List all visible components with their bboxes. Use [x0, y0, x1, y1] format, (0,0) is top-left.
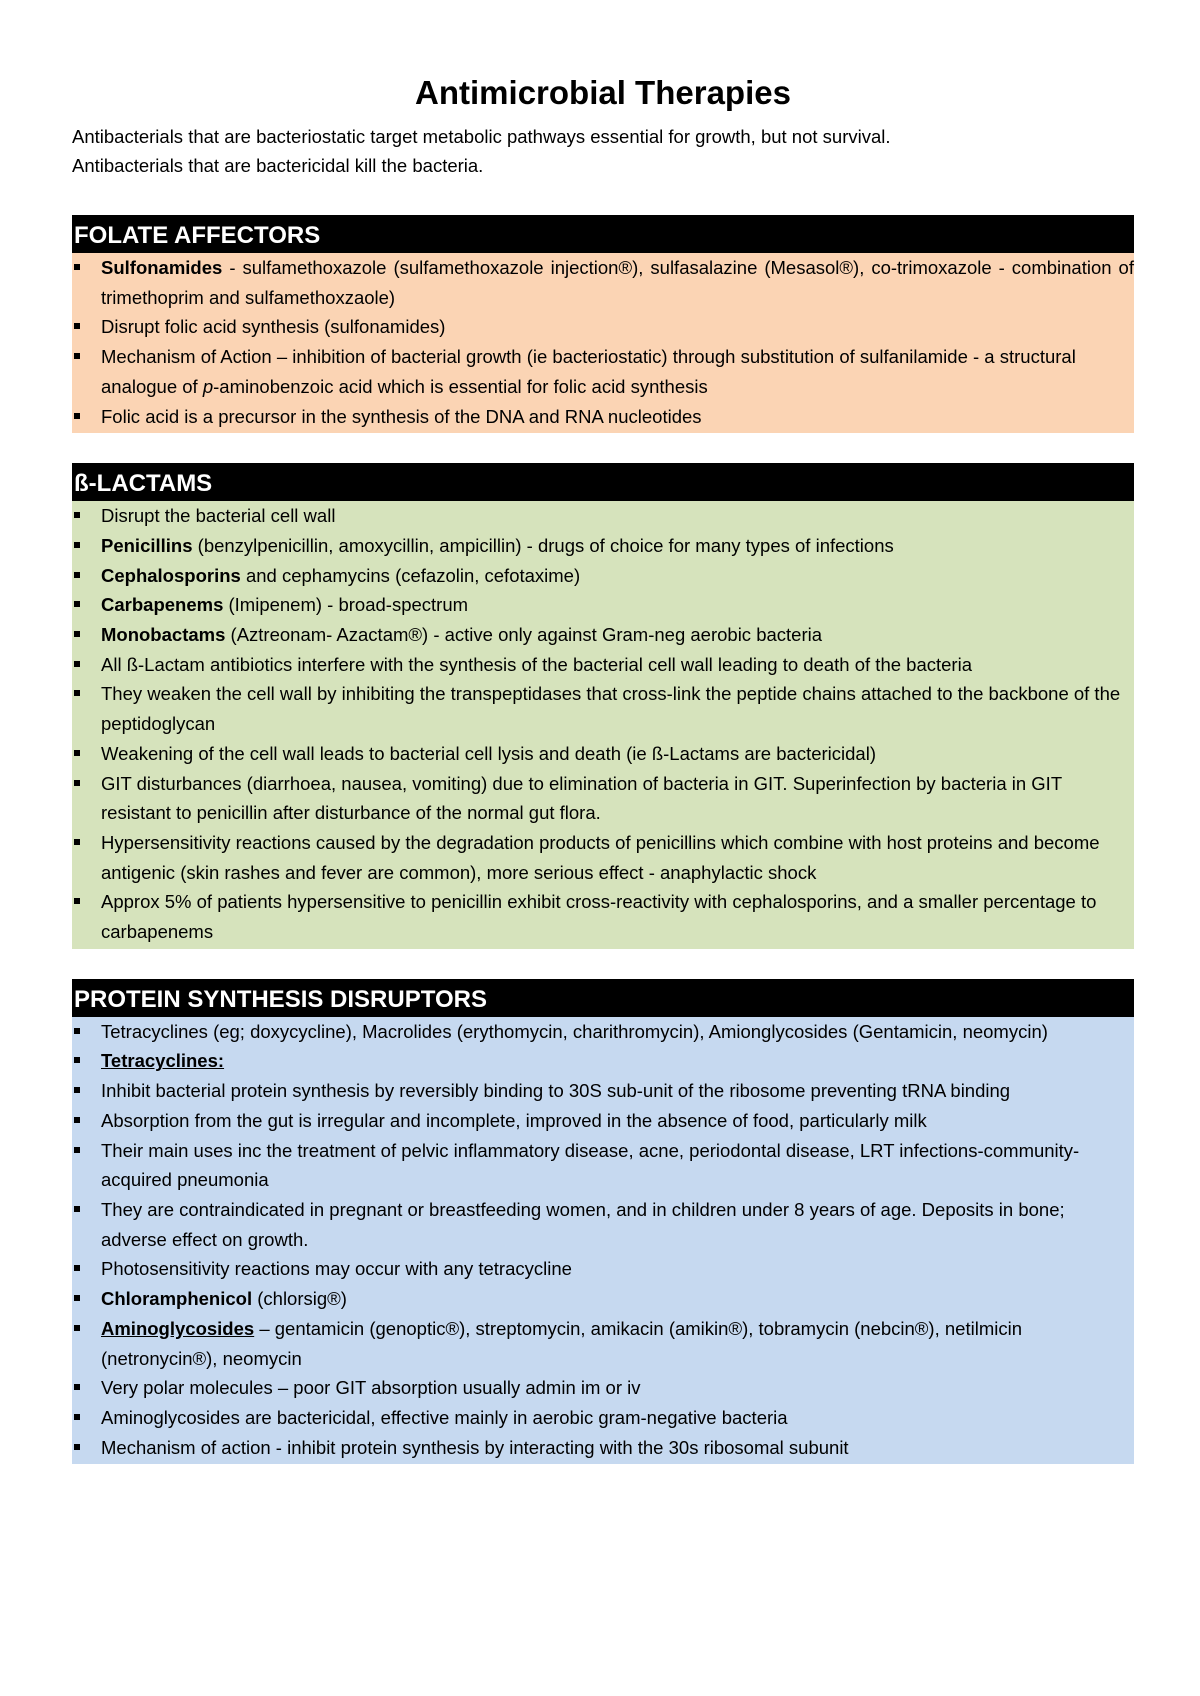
item-text: They weaken the cell wall by inhibiting the transpeptidases that cross-link the peptide chains attached to the backbone of the peptidoglycan [101, 683, 1121, 735]
item-text: Photosensitivity reactions may occur with any tetracycline [101, 1258, 572, 1280]
list-item [101, 769, 1134, 828]
item-text: Tetracyclines (eg; doxycycline), Macrolides (erythomycin, charithromycin), Amionglycosides (Gentamicin, neomycin) [101, 1020, 1048, 1042]
document-page [72, 74, 1134, 1464]
list-item [101, 402, 1134, 432]
item-underlined-term: Aminoglycosides [101, 1317, 255, 1339]
lactams-list [72, 501, 1134, 947]
item-text: They are contraindicated in pregnant or breastfeeding women, and in children under 8 years of age. Deposits in bone; adverse effect on growth. [101, 1198, 1065, 1250]
list-item [101, 1106, 1134, 1136]
item-text: Weakening of the cell wall leads to bacterial cell lysis and death (ie ß-Lactams are bactericidal) [101, 742, 876, 764]
list-item [101, 253, 1134, 312]
item-text: GIT disturbances (diarrhoea, nausea, vomiting) due to elimination of bacteria in GIT. Superinfection by bacteria in GIT resistant to penicillin after disturbance of the normal gut flora. [101, 772, 1062, 824]
list-item [101, 650, 1134, 680]
intro-line-2: Antibacterials that are bactericidal kill the bacteria. [72, 155, 484, 176]
item-bold-term: Carbapenems [101, 594, 224, 616]
section-header-folate: FOLATE AFFECTORS [72, 215, 1134, 253]
list-item [101, 1136, 1134, 1195]
item-text: Hypersensitivity reactions caused by the degradation products of penicillins which combine with host proteins and become antigenic (skin rashes and fever are common), more serious effect - anaphylactic shock [101, 831, 1100, 883]
list-item [101, 1403, 1134, 1433]
section-folate-affectors [72, 215, 1134, 433]
folate-list [72, 253, 1134, 431]
item-text: (Aztreonam- Azactam®) - active only against Gram-neg aerobic bacteria [225, 624, 823, 646]
item-text: Aminoglycosides are bactericidal, effective mainly in aerobic gram-negative bacteria [101, 1406, 788, 1428]
item-text: (chlorsig®) [252, 1288, 347, 1310]
item-bold-term: Chloramphenicol [101, 1288, 253, 1310]
list-item [101, 1195, 1134, 1254]
item-bold-term: Penicillins [101, 534, 193, 556]
list-item [101, 1433, 1134, 1463]
list-item [101, 312, 1134, 342]
list-item [101, 1284, 1134, 1314]
item-text: Very polar molecules – poor GIT absorption usually admin im or iv [101, 1377, 641, 1399]
list-item [101, 590, 1134, 620]
list-item [101, 501, 1134, 531]
list-item [101, 342, 1134, 401]
item-text: and cephamycins (cefazolin, cefotaxime) [240, 564, 581, 586]
section-b-lactams [72, 463, 1134, 949]
section-protein-synthesis-disruptors [72, 979, 1134, 1465]
protein-list [72, 1017, 1134, 1463]
item-text: Mechanism of action - inhibit protein synthesis by interacting with the 30s ribosomal subunit [101, 1436, 849, 1458]
list-item [101, 1254, 1134, 1284]
item-text: Inhibit bacterial protein synthesis by reversibly binding to 30S sub-unit of the ribosome preventing tRNA binding [101, 1080, 1011, 1102]
item-bold-term: Cephalosporins [101, 564, 241, 586]
item-text: Disrupt folic acid synthesis (sulfonamides) [101, 316, 446, 338]
item-text: -aminobenzoic acid which is essential for folic acid synthesis [213, 375, 708, 397]
item-bold-term: Sulfonamides [101, 257, 223, 278]
list-item [101, 620, 1134, 650]
list-item [101, 531, 1134, 561]
section-header-lactams: ß-LACTAMS [72, 463, 1134, 501]
item-text: (Imipenem) - broad-spectrum [223, 594, 469, 616]
list-item [101, 739, 1134, 769]
list-item [101, 561, 1134, 591]
document-title: Antimicrobial Therapies [415, 74, 791, 111]
item-text: Absorption from the gut is irregular and incomplete, improved in the absence of food, particularly milk [101, 1109, 927, 1131]
item-text: All ß-Lactam antibiotics interfere with the synthesis of the bacterial cell wall leading to death of the bacteria [101, 653, 972, 675]
item-text: Mechanism of Action – inhibition of bacterial growth (ie bacteriostatic) through substitution of sulfanilamide - a structural analogue of [101, 346, 1076, 397]
list-item [101, 679, 1134, 738]
item-bold-term: Monobactams [101, 624, 226, 646]
item-underlined-term: Tetracyclines: [101, 1050, 225, 1072]
list-item [101, 1076, 1134, 1106]
list-item [101, 828, 1134, 887]
intro-line-1: Antibacterials that are bacteriostatic target metabolic pathways essential for growth, but not survival. [72, 126, 891, 147]
item-text: Folic acid is a precursor in the synthesis of the DNA and RNA nucleotides [101, 405, 702, 427]
item-text: Approx 5% of patients hypersensitive to penicillin exhibit cross-reactivity with cephalosporins, and a smaller percentage to carbapenems [101, 891, 1097, 943]
item-text: Disrupt the bacterial cell wall [101, 505, 336, 527]
item-text: (benzylpenicillin, amoxycillin, ampicillin) - drugs of choice for many types of infections [192, 534, 894, 556]
list-item [101, 1046, 1134, 1076]
list-item [101, 1314, 1134, 1373]
list-item [101, 1373, 1134, 1403]
list-item [101, 1017, 1134, 1047]
item-text: – gentamicin (genoptic®), streptomycin, amikacin (amikin®), tobramycin (nebcin®), netilmicin (netronycin®), neomycin [101, 1317, 1022, 1369]
item-text: - sulfamethoxazole (sulfamethoxazole injection®), sulfasalazine (Mesasol®), co-trimoxazole - combination of trimethoprim and sulfamethoxzaole) [101, 257, 1134, 308]
list-item [101, 887, 1134, 946]
section-header-protein: PROTEIN SYNTHESIS DISRUPTORS [72, 979, 1134, 1017]
item-text: Their main uses inc the treatment of pelvic inflammatory disease, acne, periodontal disease, LRT infections-community-acquired pneumonia [101, 1139, 1080, 1191]
item-italic: p [202, 375, 214, 397]
